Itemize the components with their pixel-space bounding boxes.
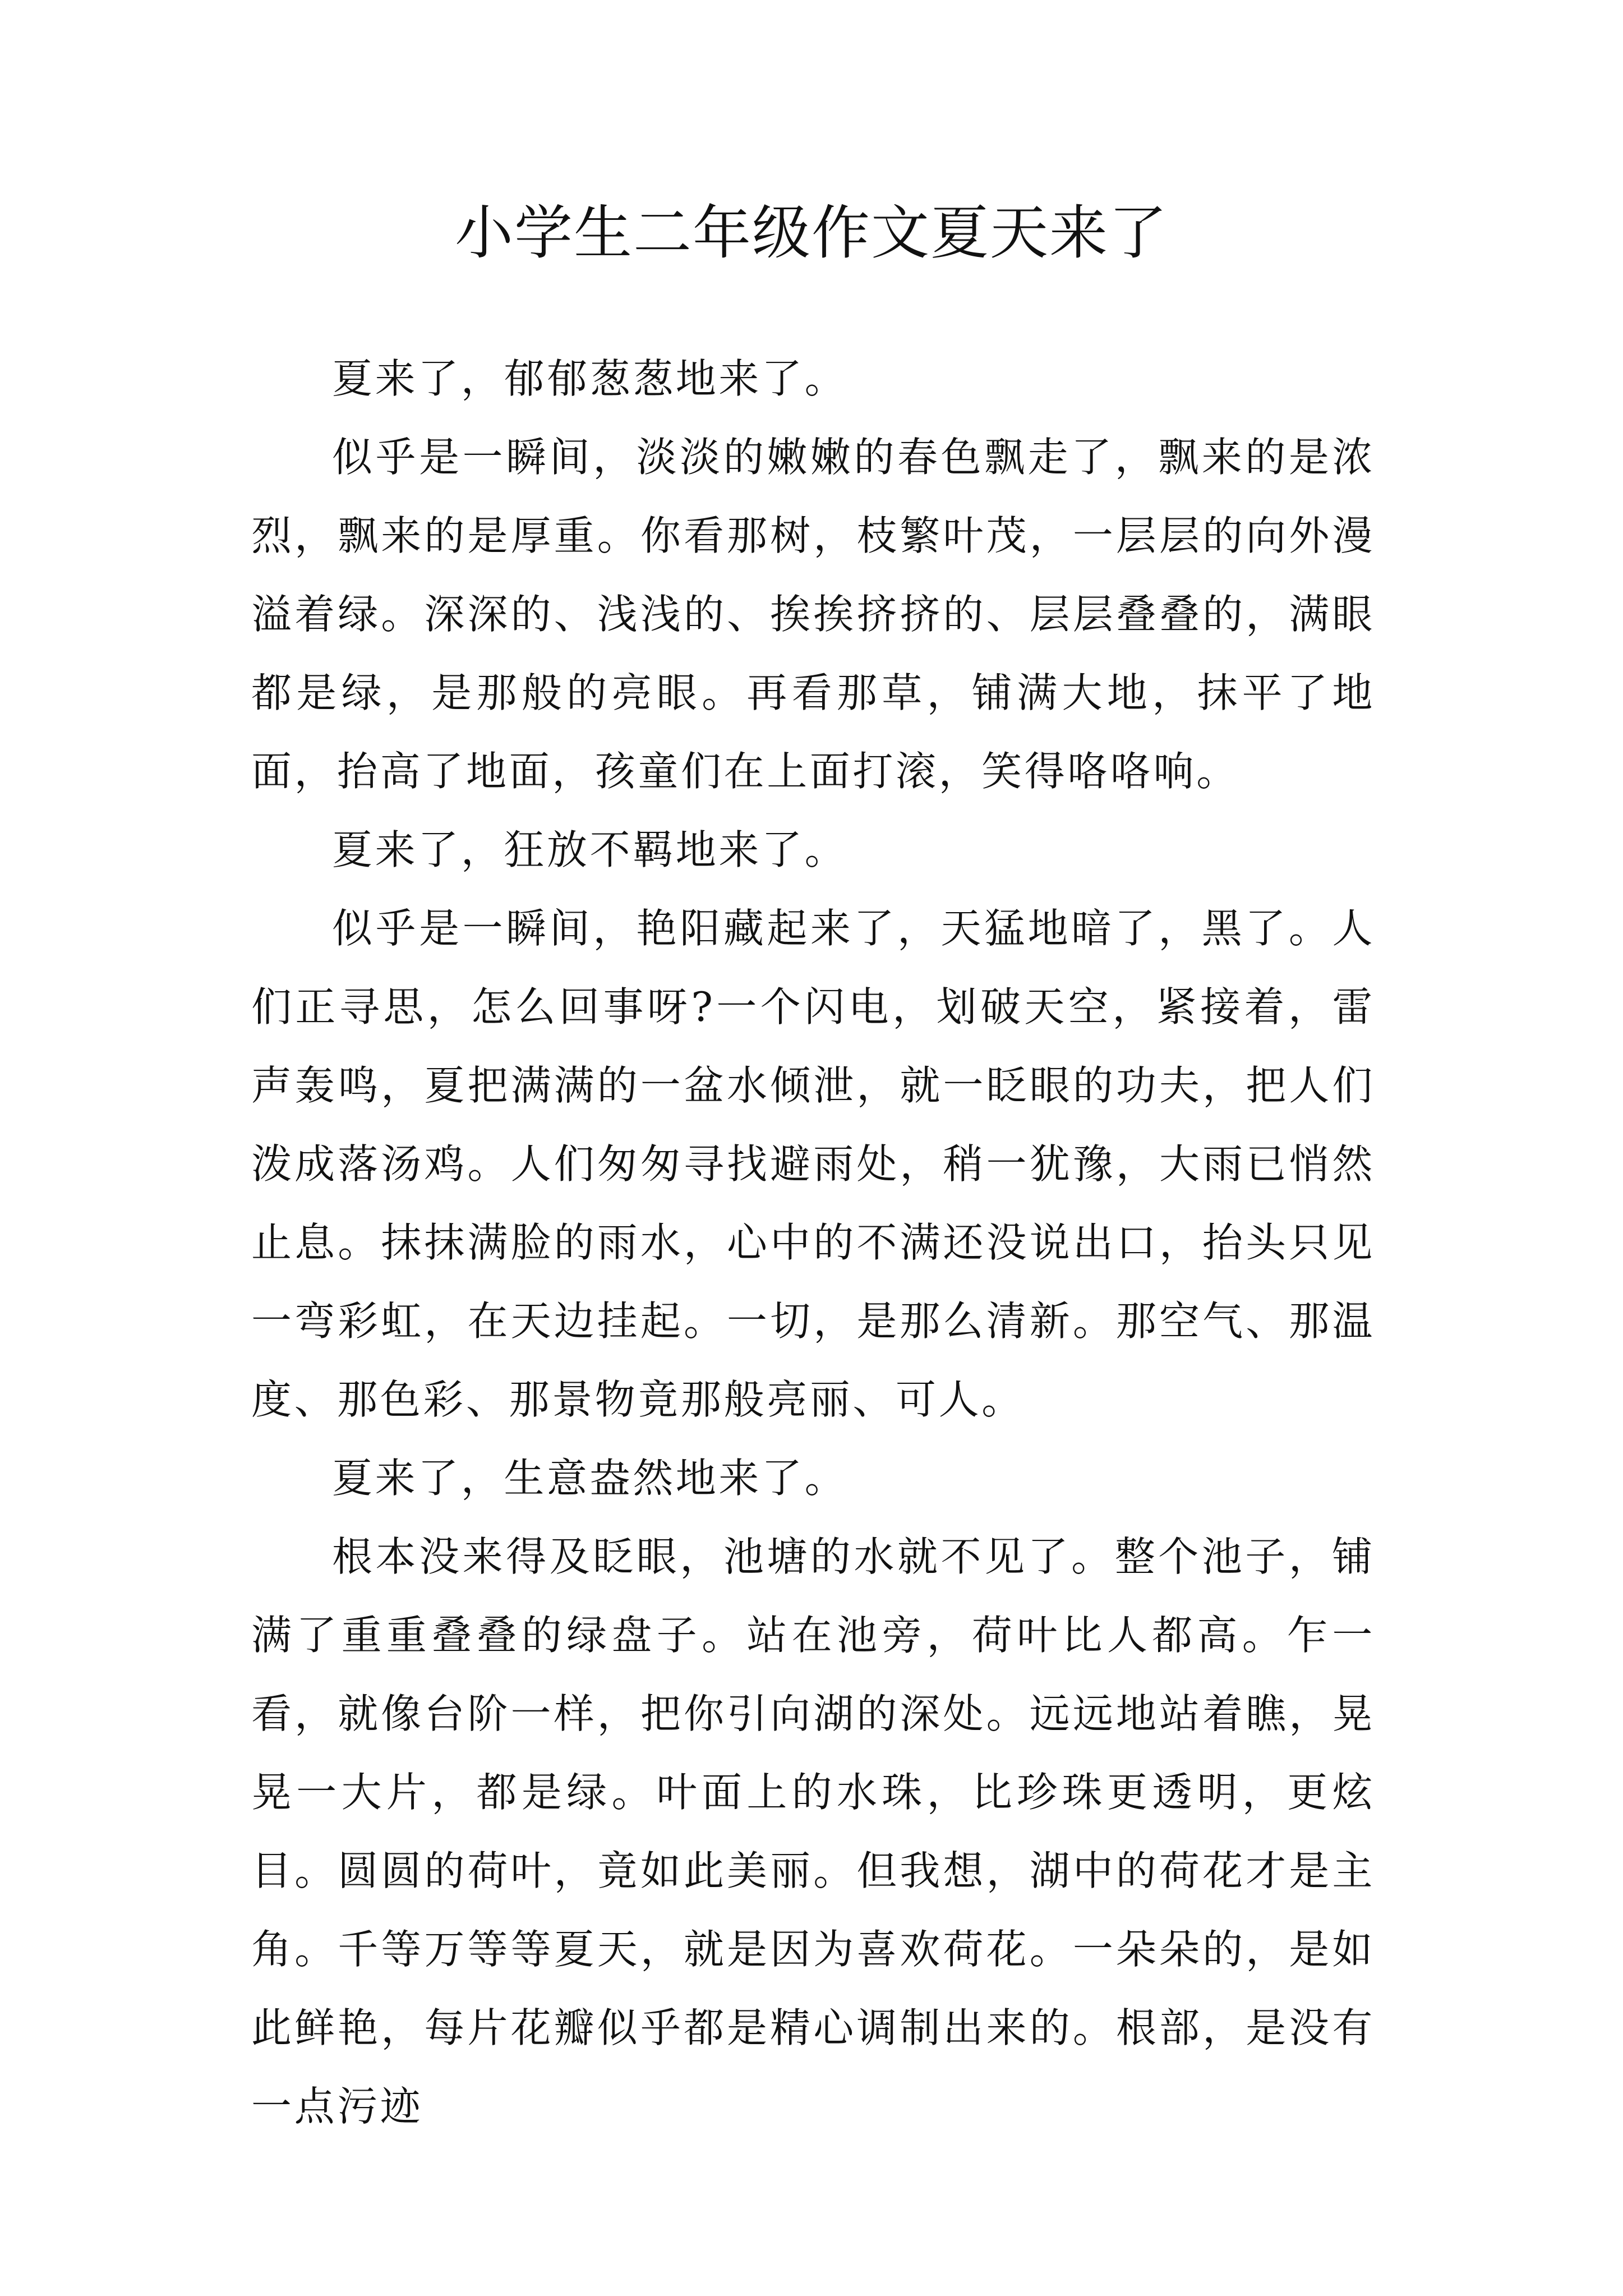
paragraph: 似乎是一瞬间，艳阳藏起来了，天猛地暗了，黑了。人们正寻思，怎么回事呀?一个闪电，划破天空，紧接着，雷声轰鸣，夏把满满的一盆水倾泄，就一眨眼的功夫，把人们泼成落汤鸡。人们匆匆寻找避雨处，稍一犹豫，大雨已悄然止息。抹抹满脸的雨水，心中的不满还没说出口，抬头只见一弯彩虹，在天边挂起。一切，是那么清新。那空气、那温度、那色彩、那景物竟那般亮丽、可人。 — [251, 905, 1375, 1423]
paragraph: 似乎是一瞬间，淡淡的嫩嫩的春色飘走了，飘来的是浓烈，飘来的是厚重。你看那树，枝繁叶茂，一层层的向外漫溢着绿。深深的、浅浅的、挨挨挤挤的、层层叠叠的，满眼都是绿，是那般的亮眼。再看那草，铺满大地，抹平了地面，抬高了地面，孩童们在上面打滚，笑得咯咯响。 — [251, 434, 1375, 795]
paragraph: 根本没来得及眨眼，池塘的水就不见了。整个池子，铺满了重重叠叠的绿盘子。站在池旁，荷叶比人都高。乍一看，就像台阶一样，把你引向湖的深处。远远地站着瞧，晃晃一大片，都是绿。叶面上的水珠，比珍珠更透明，更炫目。圆圆的荷叶，竟如此美丽。但我想，湖中的荷花才是主角。千等万等等夏天，就是因为喜欢荷花。一朵朵的，是如此鲜艳，每片花瓣似乎都是精心调制出来的。根部，是没有一点污迹 — [251, 1533, 1375, 2130]
paragraph: 夏来了，生意盎然地来了。 — [332, 1455, 848, 1502]
document-title: 小学生二年级作文夏天来了 — [454, 199, 1168, 267]
paragraph: 夏来了，狂放不羁地来了。 — [332, 826, 848, 873]
paragraph: 夏来了，郁郁葱葱地来了。 — [332, 355, 848, 402]
document-body — [251, 339, 1375, 2146]
